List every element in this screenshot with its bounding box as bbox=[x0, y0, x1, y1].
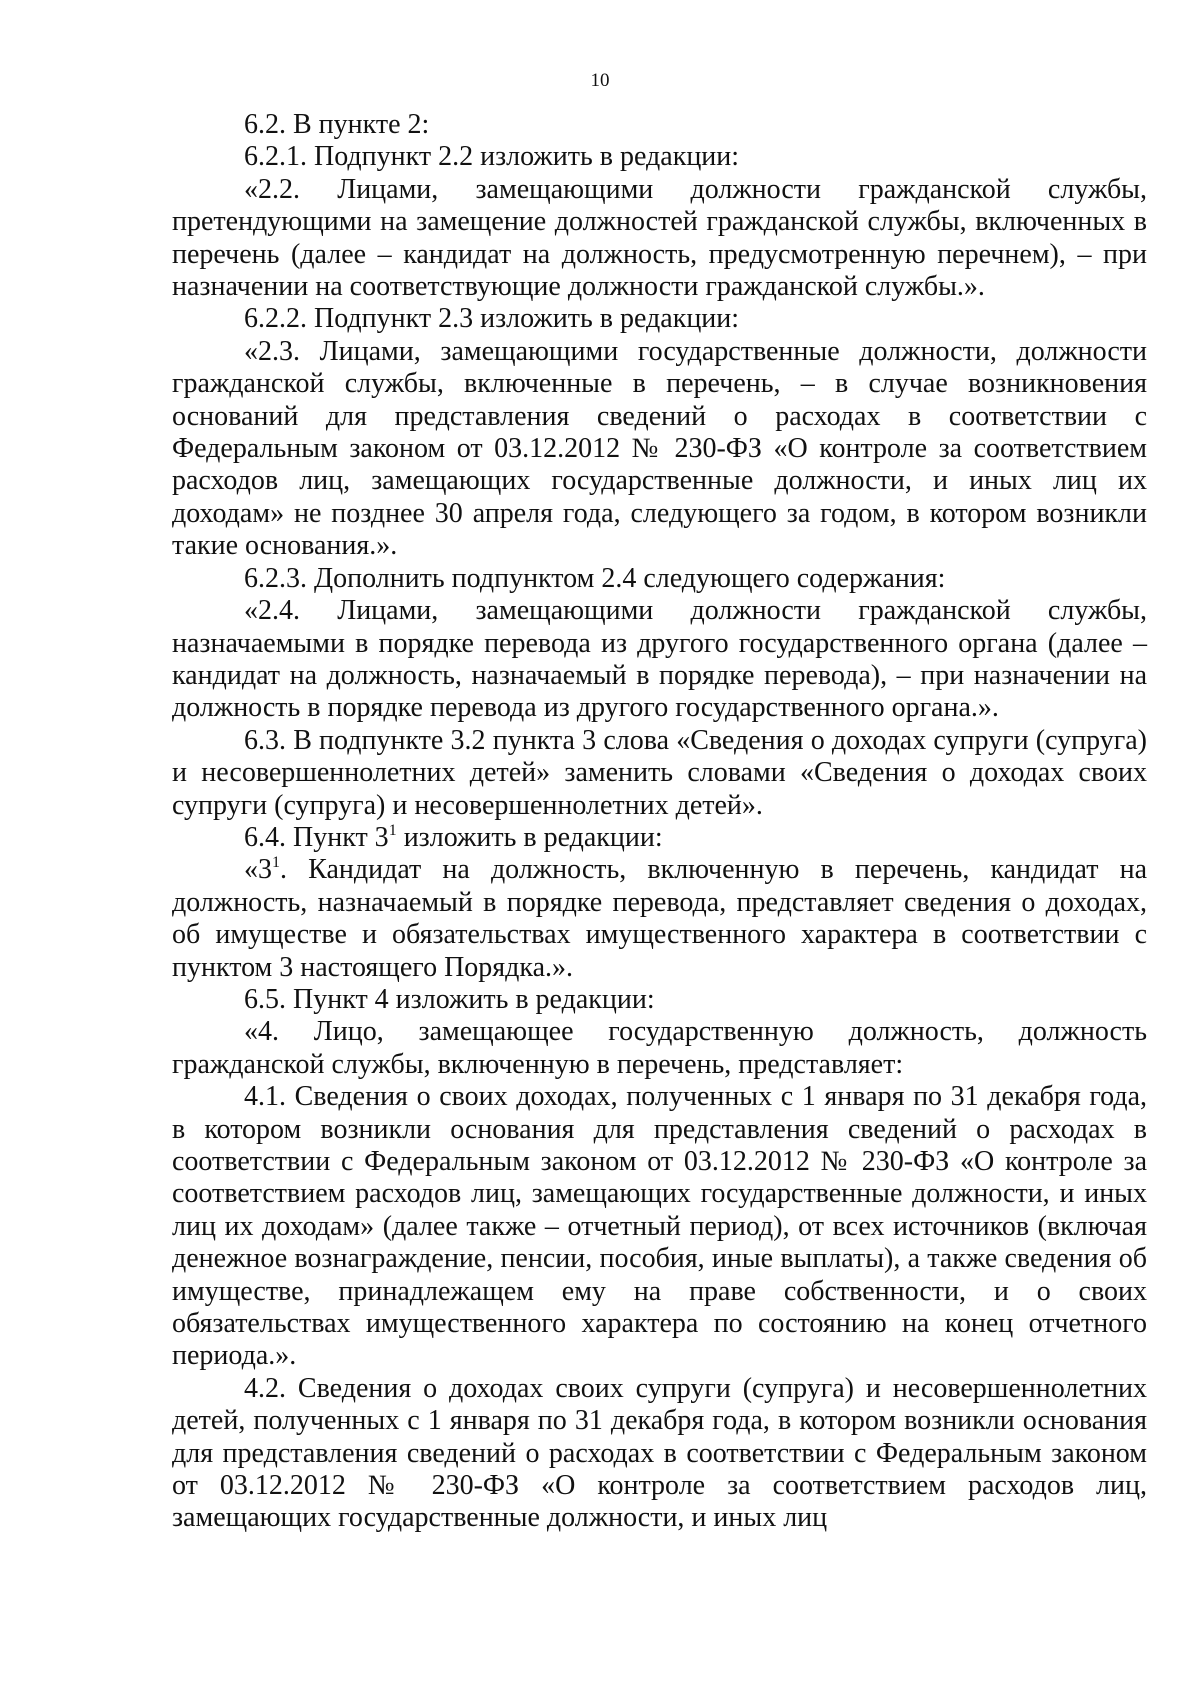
superscript-1: 1 bbox=[388, 821, 397, 839]
paragraph-6-4 bbox=[172, 822, 1147, 854]
document-body bbox=[172, 109, 1147, 1535]
page-number: 10 bbox=[590, 70, 610, 91]
superscript-1: 1 bbox=[272, 854, 280, 872]
paragraph-3-1-quote bbox=[172, 854, 1147, 984]
paragraph-2-4-quote: «2.4. Лицами, замещающими должности гражданской службы, назначаемыми в порядке перевода из другого государственного органа (далее – кандидат на должность, назначаемый в порядке перевода), – при назначении на должность в порядке перевода из другого государственного органа.». bbox=[172, 595, 1147, 724]
paragraph-6-2: 6.2. В пункте 2: bbox=[244, 109, 430, 140]
paragraph-2-2-quote: «2.2. Лицами, замещающими должности гражданской службы, претендующими на замещение должностей гражданской службы, включенных в перечень (далее – кандидат на должность, предусмотренную перечнем), – при назначении на соответствующие должности гражданской службы.». bbox=[172, 173, 1147, 303]
paragraph-6-2-1: 6.2.1. Подпункт 2.2 изложить в редакции: bbox=[244, 141, 740, 173]
paragraph-6-2-2: 6.2.2. Подпункт 2.3 изложить в редакции: bbox=[244, 303, 740, 335]
paragraph-6-5: 6.5. Пункт 4 изложить в редакции: bbox=[244, 983, 655, 1015]
paragraph-6-2-3: 6.2.3. Дополнить подпунктом 2.4 следующего содержания: bbox=[244, 562, 946, 594]
paragraph-6-3: 6.3. В подпункте 3.2 пункта 3 слова «Сведения о доходах супруги (супруга) и несовершеннолетних детей» заменить словами «Сведения о доходах своих супруги (супруга) и несовершеннолетних детей». bbox=[172, 724, 1147, 821]
paragraph-4-quote: «4. Лицо, замещающее государственную должность, должность гражданской службы, включенную в перечень, представляет: bbox=[172, 1016, 1147, 1080]
paragraph-4-1: 4.1. Сведения о своих доходах, полученных с 1 января по 31 декабря года, в котором возникли основания для представления сведений о расходах в соответствии с Федеральным законом от 03.12.2012 № 230-ФЗ «О контроле за соответствием расходов лиц, замещающих государственные должности, и иных лиц их доходам» (далее также – отчетный период), от всех источников (включая денежное вознаграждение, пенсии, пособия, иные выплаты), а также сведения об имуществе, принадлежащем ему на праве собственности, и о своих обязательствах имущественного характера по состоянию на конец отчетного периода.». bbox=[172, 1081, 1147, 1372]
paragraph-3-1-prefix: «3 bbox=[244, 854, 272, 886]
paragraph-6-4-text: изложить в редакции: bbox=[396, 821, 663, 853]
paragraph-6-4-prefix: 6.4. Пункт 3 bbox=[244, 821, 389, 853]
paragraph-3-1-text: . Кандидат на должность, включенную в перечень, кандидат на должность, назначаемый в порядке перевода, представляет сведения о доходах, об имуществе и обязательствах имущественного характера в соответствии с пунктом 3 настоящего Порядка.». bbox=[172, 854, 1147, 983]
paragraph-2-3-quote: «2.3. Лицами, замещающими государственные должности, должности гражданской службы, включенные в перечень, – в случае возникновения оснований для представления сведений о расходах в соответствии с Федеральным законом от 03.12.2012 № 230-ФЗ «О контроле за соответствием расходов лиц, замещающих государственные должности, и иных лиц их доходам» не позднее 30 апреля года, следующего за годом, в котором возникли такие основания.». bbox=[172, 335, 1147, 562]
paragraph-4-2: 4.2. Сведения о доходах своих супруги (супруга) и несовершеннолетних детей, полученных с 1 января по 31 декабря года, в котором возникли основания для представления сведений о расходах в соответствии с Федеральным законом от 03.12.2012 № 230-ФЗ «О контроле за соответствием расходов лиц, замещающих государственные должности, и иных лиц bbox=[172, 1372, 1147, 1534]
